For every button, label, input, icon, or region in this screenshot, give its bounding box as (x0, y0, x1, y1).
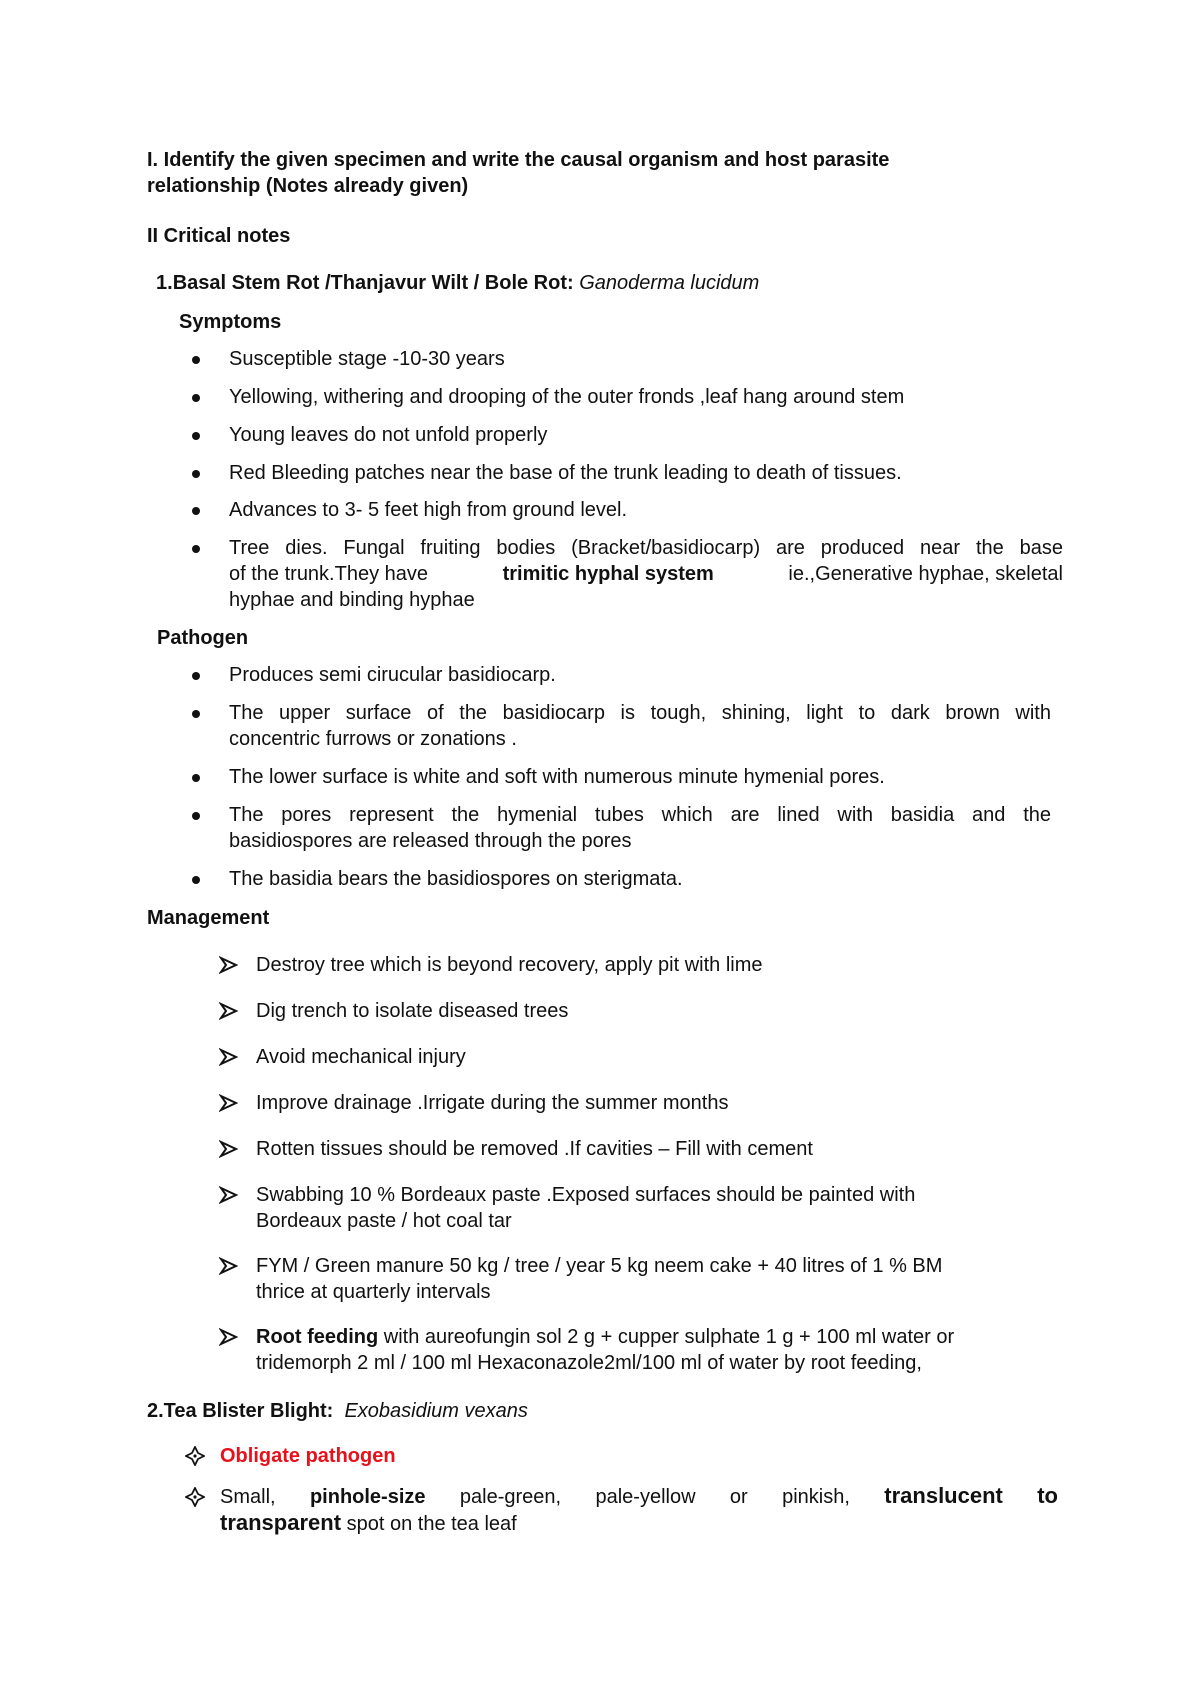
management-item-8-line-1 (256, 1324, 954, 1350)
arrow-bullet-icon (219, 1256, 239, 1276)
symptom-item-6-line-1: Tree dies. Fungal fruiting bodies (Bracket/basidiocarp) are produced near the base (229, 537, 1063, 559)
arrow-bullet-icon (219, 1327, 239, 1347)
bullet-icon (192, 876, 200, 884)
symptoms-heading: Symptoms (179, 311, 282, 333)
pathogen-item-4-line-2: basidiospores are released through the pores (229, 830, 632, 852)
symptom-item: Advances to 3- 5 feet high from ground level. (229, 499, 628, 521)
bullet-icon (192, 672, 200, 680)
management-item: Dig trench to isolate diseased trees (256, 1000, 569, 1022)
management-item: Destroy tree which is beyond recovery, apply pit with lime (256, 954, 763, 976)
management-item-6-line-1: Swabbing 10 % Bordeaux paste .Exposed surfaces should be painted with (256, 1184, 916, 1206)
management-heading: Management (147, 907, 270, 929)
disease-2-symptom-line-2 (220, 1510, 517, 1537)
arrow-bullet-icon (219, 1139, 239, 1159)
symptom-6-pre: of the trunk.They have (229, 563, 429, 585)
arrow-bullet-icon (219, 1047, 239, 1067)
bullet-icon (192, 812, 200, 820)
symptom-item: Yellowing, withering and drooping of the outer fronds ,leaf hang around stem (229, 386, 905, 408)
disease-2-organism: Exobasidium vexans (344, 1400, 528, 1422)
word: or (729, 1486, 748, 1508)
transparent-term: transparent (220, 1510, 342, 1535)
disease-1-organism: Ganoderma lucidum (579, 272, 760, 294)
word: pale-green, (459, 1486, 562, 1508)
disease-2-symptom-line-1 (220, 1483, 1058, 1510)
disease-1-number: 1. (156, 272, 173, 294)
obligate-pathogen-note: Obligate pathogen (220, 1445, 396, 1467)
pathogen-item: The basidia bears the basidiospores on sterigmata. (229, 868, 683, 890)
management-item-7-line-1: FYM / Green manure 50 kg / tree / year 5 kg neem cake + 40 litres of 1 % BM (256, 1255, 943, 1277)
critical-notes-heading: II Critical notes (147, 225, 291, 247)
symptom-item-6-line-2 (229, 561, 1063, 587)
bullet-icon (192, 710, 200, 718)
arrow-bullet-icon (219, 1093, 239, 1113)
word: pale-yellow (595, 1486, 696, 1508)
bullet-icon (192, 545, 200, 553)
pathogen-item: The lower surface is white and soft with numerous minute hymenial pores. (229, 766, 885, 788)
diamond-bullet-icon (185, 1487, 205, 1507)
symptom-item: Young leaves do not unfold properly (229, 424, 548, 446)
bullet-icon (192, 507, 200, 515)
bullet-icon (192, 394, 200, 402)
bullet-icon (192, 432, 200, 440)
root-feeding-label: Root feeding (256, 1326, 379, 1348)
symptom-6-bold-term: trimitic hyphal system (502, 563, 714, 585)
bullet-icon (192, 470, 200, 478)
diamond-bullet-icon (185, 1446, 205, 1466)
pinhole-size-term: pinhole-size (309, 1486, 426, 1508)
arrow-bullet-icon (219, 1185, 239, 1205)
pathogen-item-4-line-1: The pores represent the hymenial tubes which are lined with basidia and the (229, 804, 1051, 826)
disease-2-heading (147, 1398, 528, 1424)
management-item-8-text: with aureofungin sol 2 g + cupper sulphate 1 g + 100 ml water or (378, 1326, 955, 1348)
management-item: Improve drainage .Irrigate during the summer months (256, 1092, 729, 1114)
pathogen-item-2-line-1: The upper surface of the basidiocarp is tough, shining, light to dark brown with (229, 702, 1051, 724)
symptom-item-6-line-3: hyphae and binding hyphae (229, 589, 475, 611)
management-item-7-line-2: thrice at quarterly intervals (256, 1281, 491, 1303)
translucent-term: translucent (884, 1483, 1003, 1508)
word: Small, (220, 1486, 276, 1508)
intro-line-2: relationship (Notes already given) (147, 175, 469, 197)
disease-2-name: 2.Tea Blister Blight: (147, 1400, 339, 1422)
management-item: Rotten tissues should be removed .If cavities – Fill with cement (256, 1138, 813, 1160)
management-item: Avoid mechanical injury (256, 1046, 466, 1068)
intro-line-1: I. Identify the given specimen and write the causal organism and host parasite (147, 149, 890, 171)
symptom-item: Susceptible stage -10-30 years (229, 348, 505, 370)
disease-2-symptom-rest: spot on the tea leaf (341, 1513, 517, 1535)
bullet-icon (192, 774, 200, 782)
symptom-6-post: ie.,Generative hyphae, skeletal (788, 563, 1063, 585)
arrow-bullet-icon (219, 1001, 239, 1021)
pathogen-item-2-line-2: concentric furrows or zonations . (229, 728, 517, 750)
arrow-bullet-icon (219, 955, 239, 975)
management-item-6-line-2: Bordeaux paste / hot coal tar (256, 1210, 512, 1232)
pathogen-heading: Pathogen (157, 627, 249, 649)
symptom-item: Red Bleeding patches near the base of the trunk leading to death of tissues. (229, 462, 902, 484)
disease-1-name: Basal Stem Rot /Thanjavur Wilt / Bole Rot: (172, 272, 580, 294)
management-item-8-line-2: tridemorph 2 ml / 100 ml Hexaconazole2ml/100 ml of water by root feeding, (256, 1352, 922, 1374)
word: pinkish, (782, 1486, 850, 1508)
bullet-icon (192, 356, 200, 364)
disease-1-heading (156, 270, 759, 296)
to-term: to (1037, 1483, 1058, 1508)
pathogen-item: Produces semi cirucular basidiocarp. (229, 664, 556, 686)
